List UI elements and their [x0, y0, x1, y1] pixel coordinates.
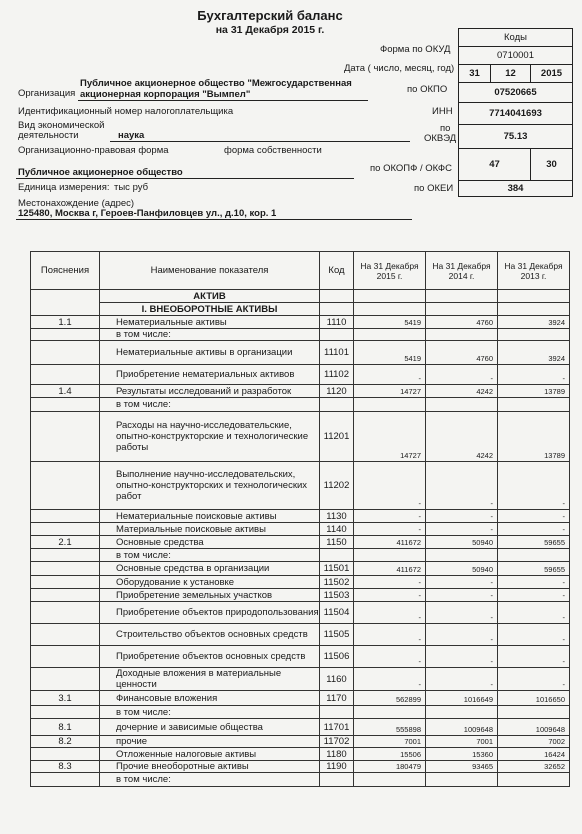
row-value-2013: -	[498, 523, 570, 536]
row-value-2015: -	[354, 523, 426, 536]
table-row	[31, 412, 570, 462]
row-value-2013	[498, 773, 570, 787]
row-code: 11502	[320, 576, 354, 589]
row-name: Основные средства	[100, 536, 320, 549]
activity-label-1: Вид экономической	[18, 120, 105, 131]
address-value: 125480, Москва г, Героев-Панфиловцев ул., д.10, кор. 1	[18, 208, 277, 219]
row-note	[31, 412, 100, 462]
row-note	[31, 549, 100, 562]
row-value-2015	[354, 773, 426, 787]
table-row	[31, 510, 570, 523]
row-code: 11506	[320, 646, 354, 668]
row-name: Материальные поисковые активы	[100, 523, 320, 536]
row-name: Результаты исследований и разработок	[100, 385, 320, 398]
legal-form-underline	[16, 178, 354, 179]
row-code: 1130	[320, 510, 354, 523]
okei-value: 384	[459, 181, 573, 197]
table-row	[31, 736, 570, 748]
row-note: 3.1	[31, 691, 100, 706]
row-name: Строительство объектов основных средств	[100, 624, 320, 646]
row-code: 11702	[320, 736, 354, 748]
row-value-2014	[426, 398, 498, 412]
balance-table	[30, 251, 570, 787]
row-name: в том числе:	[100, 773, 320, 787]
row-note	[31, 624, 100, 646]
row-code: 1190	[320, 761, 354, 773]
row-code: 1180	[320, 748, 354, 761]
okpo-value: 07520665	[459, 83, 573, 103]
row-code: 11101	[320, 341, 354, 365]
row-value-2013: 1016650	[498, 691, 570, 706]
row-value-2013: -	[498, 624, 570, 646]
legal-form-value: Публичное акционерное общество	[18, 167, 183, 178]
row-note: 8.3	[31, 761, 100, 773]
row-value-2014: 4760	[426, 341, 498, 365]
row-code: 11102	[320, 365, 354, 385]
table-row	[31, 602, 570, 624]
row-code: 11501	[320, 562, 354, 576]
table-row	[31, 316, 570, 329]
col-name-header: Наименование показателя	[100, 252, 320, 290]
org-name-line-2: акционерная корпорация "Вымпел"	[80, 89, 251, 100]
table-row	[31, 576, 570, 589]
table-row	[31, 523, 570, 536]
date-label: Дата ( число, месяц, год)	[344, 63, 455, 74]
activity-label-2: деятельности	[18, 130, 79, 141]
row-code: 11503	[320, 589, 354, 602]
row-note: 1.4	[31, 385, 100, 398]
table-row	[31, 589, 570, 602]
row-value-2013: -	[498, 589, 570, 602]
row-value-2013: 7002	[498, 736, 570, 748]
row-value-2014: 50940	[426, 562, 498, 576]
row-value-2014: -	[426, 646, 498, 668]
row-value-2014: 1016649	[426, 691, 498, 706]
row-value-2015: 555898	[354, 719, 426, 736]
row-value-2015: 5419	[354, 316, 426, 329]
date-year: 2015	[531, 65, 573, 83]
table-row	[31, 706, 570, 719]
row-note	[31, 341, 100, 365]
okfs-value: 30	[531, 149, 573, 181]
row-name: в том числе:	[100, 706, 320, 719]
section-assets: АКТИВ	[100, 290, 320, 303]
table-row	[31, 462, 570, 510]
row-value-2015: 14727	[354, 412, 426, 462]
row-value-2015: 7001	[354, 736, 426, 748]
row-value-2013: 32652	[498, 761, 570, 773]
row-value-2013: 3924	[498, 341, 570, 365]
row-note	[31, 589, 100, 602]
document-date: на 31 Декабря 2015 г.	[215, 24, 325, 36]
okud-label: Форма по ОКУД	[380, 44, 451, 55]
activity-underline	[110, 141, 410, 142]
row-value-2014: 1009648	[426, 719, 498, 736]
row-value-2015: -	[354, 668, 426, 691]
row-value-2015	[354, 398, 426, 412]
row-value-2015: -	[354, 365, 426, 385]
row-note	[31, 462, 100, 510]
row-name: Приобретение земельных участков	[100, 589, 320, 602]
row-note	[31, 510, 100, 523]
row-code	[320, 706, 354, 719]
table-row	[31, 562, 570, 576]
row-note: 8.2	[31, 736, 100, 748]
row-note	[31, 576, 100, 589]
row-code	[320, 773, 354, 787]
row-value-2014	[426, 773, 498, 787]
row-value-2013: -	[498, 365, 570, 385]
address-underline	[16, 219, 412, 220]
row-value-2014: 15360	[426, 748, 498, 761]
row-note	[31, 748, 100, 761]
row-name: Приобретение нематериальных активов	[100, 365, 320, 385]
row-value-2013: 59655	[498, 536, 570, 549]
table-row	[31, 385, 570, 398]
col-2013-header: На 31 Декабря 2013 г.	[498, 252, 570, 290]
row-code: 11505	[320, 624, 354, 646]
row-note	[31, 706, 100, 719]
row-name: в том числе:	[100, 398, 320, 412]
row-note	[31, 773, 100, 787]
row-value-2014: 93465	[426, 761, 498, 773]
table-row	[31, 341, 570, 365]
legal-form-label: Организационно-правовая форма	[18, 145, 169, 156]
row-value-2015	[354, 706, 426, 719]
okopf-label: по ОКОПФ / ОКФС	[370, 163, 452, 174]
row-value-2013	[498, 706, 570, 719]
table-row	[31, 691, 570, 706]
row-value-2015: -	[354, 646, 426, 668]
row-value-2013: -	[498, 646, 570, 668]
table-row	[31, 668, 570, 691]
date-month: 12	[491, 65, 531, 83]
row-value-2015: 180479	[354, 761, 426, 773]
document-title: Бухгалтерский баланс	[197, 8, 343, 23]
row-code: 11202	[320, 462, 354, 510]
row-note	[31, 365, 100, 385]
row-note	[31, 523, 100, 536]
table-row	[31, 646, 570, 668]
row-value-2014: -	[426, 668, 498, 691]
table-row	[31, 398, 570, 412]
row-note: 8.1	[31, 719, 100, 736]
row-value-2013	[498, 329, 570, 341]
row-name: в том числе:	[100, 549, 320, 562]
table-row	[31, 329, 570, 341]
row-value-2014: 4760	[426, 316, 498, 329]
row-name: Расходы на научно-исследовательские, опытно-конструкторские и технологические работы	[100, 412, 320, 462]
table-row	[31, 773, 570, 787]
row-value-2015: -	[354, 589, 426, 602]
table-row	[31, 761, 570, 773]
table-row	[31, 536, 570, 549]
row-note: 1.1	[31, 316, 100, 329]
row-name: Приобретение объектов природопользования	[100, 602, 320, 624]
row-code: 11201	[320, 412, 354, 462]
codes-table	[458, 28, 573, 197]
okopf-value: 47	[459, 149, 531, 181]
row-name: дочерние и зависимые общества	[100, 719, 320, 736]
row-code: 1160	[320, 668, 354, 691]
row-value-2014: 7001	[426, 736, 498, 748]
org-underline	[78, 100, 368, 101]
row-value-2013: -	[498, 576, 570, 589]
col-2014-header: На 31 Декабря 2014 г.	[426, 252, 498, 290]
row-value-2013: 59655	[498, 562, 570, 576]
row-value-2014: -	[426, 365, 498, 385]
row-value-2014: -	[426, 510, 498, 523]
row-code: 1150	[320, 536, 354, 549]
row-value-2013: -	[498, 602, 570, 624]
okpo-label: по ОКПО	[407, 84, 448, 95]
row-value-2013: 16424	[498, 748, 570, 761]
row-note	[31, 562, 100, 576]
row-name: Приобретение объектов основных средств	[100, 646, 320, 668]
row-value-2014	[426, 549, 498, 562]
row-code: 1170	[320, 691, 354, 706]
row-name: в том числе:	[100, 329, 320, 341]
row-name: Основные средства в организации	[100, 562, 320, 576]
ownership-label: форма собственности	[224, 145, 322, 156]
balance-table-body	[31, 290, 570, 787]
row-value-2013	[498, 398, 570, 412]
row-code: 1120	[320, 385, 354, 398]
row-value-2014: -	[426, 576, 498, 589]
row-name: прочие	[100, 736, 320, 748]
row-value-2015: -	[354, 462, 426, 510]
row-value-2013: -	[498, 668, 570, 691]
row-code: 11504	[320, 602, 354, 624]
row-note	[31, 398, 100, 412]
row-value-2015: 14727	[354, 385, 426, 398]
codes-title: Коды	[459, 29, 573, 47]
row-name: Оборудование к установке	[100, 576, 320, 589]
date-day: 31	[459, 65, 491, 83]
row-value-2013: 13789	[498, 385, 570, 398]
row-value-2014: 4242	[426, 412, 498, 462]
table-row	[31, 624, 570, 646]
row-value-2015: -	[354, 576, 426, 589]
table-row	[31, 719, 570, 736]
col-notes-header: Пояснения	[31, 252, 100, 290]
inn-value: 7714041693	[459, 103, 573, 125]
location-label: Местонахождение (адрес)	[18, 198, 135, 209]
row-name: Нематериальные поисковые активы	[100, 510, 320, 523]
okei-label: по ОКЕИ	[414, 183, 454, 194]
row-value-2015: 562899	[354, 691, 426, 706]
okved-label-2: ОКВЭД	[424, 133, 457, 144]
row-value-2014	[426, 329, 498, 341]
row-value-2015: 5419	[354, 341, 426, 365]
row-value-2013: 1009648	[498, 719, 570, 736]
col-2015-header: На 31 Декабря 2015 г.	[354, 252, 426, 290]
row-code: 1110	[320, 316, 354, 329]
org-name-line-1: Публичное акционерное общество "Межгосударственная	[80, 78, 352, 89]
row-value-2014: -	[426, 589, 498, 602]
okud-value: 0710001	[459, 47, 573, 65]
row-name: Финансовые вложения	[100, 691, 320, 706]
section-noncurrent: I. ВНЕОБОРОТНЫЕ АКТИВЫ	[100, 303, 320, 316]
inn-full-label: Идентификационный номер налогоплательщика	[18, 106, 234, 117]
row-value-2014	[426, 706, 498, 719]
row-value-2013: -	[498, 462, 570, 510]
row-code	[320, 398, 354, 412]
row-code	[320, 329, 354, 341]
row-value-2014: -	[426, 462, 498, 510]
okved-label-1: по	[440, 123, 451, 134]
row-value-2014: -	[426, 602, 498, 624]
row-value-2014: 50940	[426, 536, 498, 549]
row-value-2013: 13789	[498, 412, 570, 462]
row-note	[31, 668, 100, 691]
row-name: Выполнение научно-исследовательских, опытно-конструкторских и технологических работ	[100, 462, 320, 510]
row-note	[31, 646, 100, 668]
inn-label: ИНН	[432, 106, 453, 117]
row-value-2015: -	[354, 624, 426, 646]
row-value-2015: 411672	[354, 562, 426, 576]
row-name: Нематериальные активы в организации	[100, 341, 320, 365]
row-code: 1140	[320, 523, 354, 536]
row-note: 2.1	[31, 536, 100, 549]
row-note	[31, 602, 100, 624]
row-name: Отложенные налоговые активы	[100, 748, 320, 761]
row-name: Доходные вложения в материальные ценности	[100, 668, 320, 691]
row-value-2013	[498, 549, 570, 562]
row-value-2015	[354, 329, 426, 341]
row-value-2014: -	[426, 523, 498, 536]
org-label: Организация	[18, 88, 76, 99]
okved-value: 75.13	[459, 125, 573, 149]
row-value-2013: -	[498, 510, 570, 523]
unit-label: Единица измерения:	[18, 182, 110, 193]
activity-value: наука	[118, 130, 145, 141]
row-code: 11701	[320, 719, 354, 736]
row-value-2013: 3924	[498, 316, 570, 329]
table-row	[31, 365, 570, 385]
row-value-2015: 411672	[354, 536, 426, 549]
row-name: Нематериальные активы	[100, 316, 320, 329]
unit-value: тыс руб	[114, 182, 149, 193]
row-note	[31, 329, 100, 341]
table-row	[31, 549, 570, 562]
row-value-2015: -	[354, 510, 426, 523]
col-code-header: Код	[320, 252, 354, 290]
row-value-2014: 4242	[426, 385, 498, 398]
row-value-2014: -	[426, 624, 498, 646]
row-value-2015: 15506	[354, 748, 426, 761]
row-code	[320, 549, 354, 562]
row-name: Прочие внеоборотные активы	[100, 761, 320, 773]
row-value-2015: -	[354, 602, 426, 624]
table-row	[31, 748, 570, 761]
row-value-2015	[354, 549, 426, 562]
